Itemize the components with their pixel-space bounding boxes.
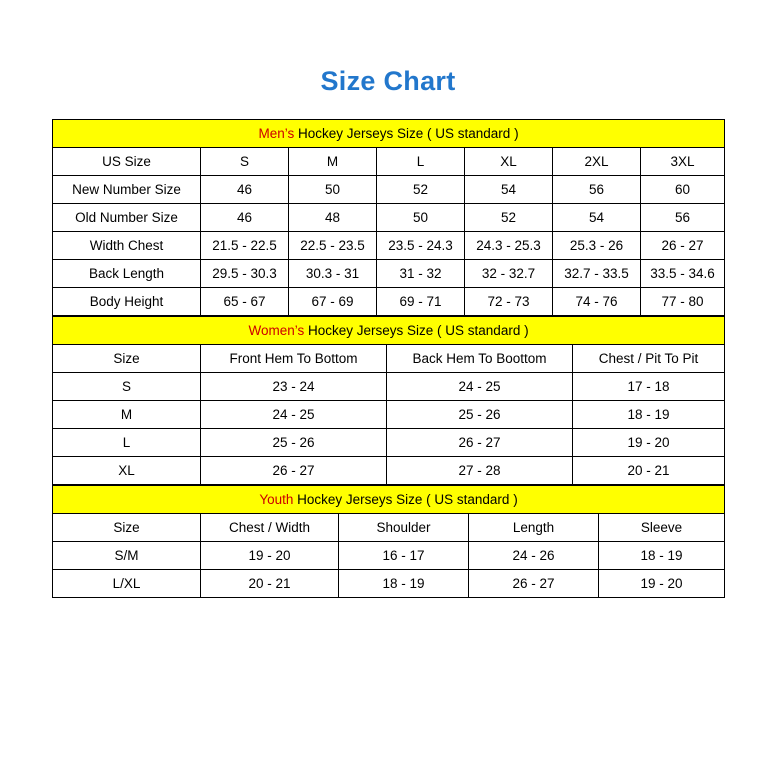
row-label: L [53,429,201,457]
size-chart-page [0,66,776,758]
column-header: Length [469,514,599,542]
table-cell: 32 - 32.7 [465,260,553,288]
womens-section-band [53,317,725,345]
column-header: Chest / Pit To Pit [573,345,725,373]
table-cell: 23 - 24 [201,373,387,401]
table-cell: 27 - 28 [387,457,573,485]
band-label [53,486,725,514]
table-cell: 17 - 18 [573,373,725,401]
table-cell: 18 - 19 [599,542,725,570]
band-rest-text: Hockey Jerseys Size ( US standard ) [294,126,519,141]
column-header: L [377,148,465,176]
table-cell: 31 - 32 [377,260,465,288]
row-label: Old Number Size [53,204,201,232]
table-cell: 19 - 20 [201,542,339,570]
size-chart-tables [52,119,724,598]
column-header: Size [53,514,201,542]
row-label: S/M [53,542,201,570]
table-cell: 18 - 19 [573,401,725,429]
row-label: S [53,373,201,401]
table-cell: 52 [465,204,553,232]
table-cell: 24 - 25 [387,373,573,401]
table-cell: 32.7 - 33.5 [553,260,641,288]
table-cell: 19 - 20 [573,429,725,457]
row-label: M [53,401,201,429]
row-label: L/XL [53,570,201,598]
table-cell: 20 - 21 [201,570,339,598]
table-cell: 46 [201,176,289,204]
column-header: Back Hem To Boottom [387,345,573,373]
table-cell: 48 [289,204,377,232]
mens-size-table [52,119,725,316]
youth-section-band [53,486,725,514]
row-label: Width Chest [53,232,201,260]
row-label: Back Length [53,260,201,288]
column-header: 3XL [641,148,725,176]
table-row [53,373,725,401]
table-cell: 56 [641,204,725,232]
table-cell: 22.5 - 23.5 [289,232,377,260]
table-cell: 60 [641,176,725,204]
table-row [53,401,725,429]
youth-size-table [52,485,725,598]
table-header-row [53,514,725,542]
band-highlight-text: Youth [259,492,294,507]
table-row [53,570,725,598]
column-header: Size [53,345,201,373]
table-cell: 26 - 27 [387,429,573,457]
column-header: XL [465,148,553,176]
table-cell: 52 [377,176,465,204]
table-cell: 72 - 73 [465,288,553,316]
mens-section-band [53,120,725,148]
column-header: Chest / Width [201,514,339,542]
table-cell: 16 - 17 [339,542,469,570]
table-row [53,176,725,204]
table-cell: 24.3 - 25.3 [465,232,553,260]
column-header: M [289,148,377,176]
table-cell: 54 [553,204,641,232]
table-cell: 21.5 - 22.5 [201,232,289,260]
table-cell: 67 - 69 [289,288,377,316]
table-cell: 33.5 - 34.6 [641,260,725,288]
table-cell: 26 - 27 [641,232,725,260]
table-cell: 54 [465,176,553,204]
womens-size-table [52,316,725,485]
row-label: Body Height [53,288,201,316]
row-label: New Number Size [53,176,201,204]
band-label [53,120,725,148]
page-title: Size Chart [320,66,456,96]
table-cell: 26 - 27 [469,570,599,598]
table-cell: 50 [377,204,465,232]
table-cell: 18 - 19 [339,570,469,598]
band-highlight-text: Women’s [248,323,305,338]
table-cell: 56 [553,176,641,204]
table-row [53,288,725,316]
table-cell: 25 - 26 [387,401,573,429]
table-row [53,542,725,570]
table-cell: 25.3 - 26 [553,232,641,260]
table-cell: 23.5 - 24.3 [377,232,465,260]
table-row [53,204,725,232]
table-cell: 74 - 76 [553,288,641,316]
table-cell: 20 - 21 [573,457,725,485]
column-header: Sleeve [599,514,725,542]
table-header-row [53,148,725,176]
table-cell: 29.5 - 30.3 [201,260,289,288]
table-row [53,232,725,260]
table-cell: 24 - 25 [201,401,387,429]
column-header: 2XL [553,148,641,176]
table-cell: 30.3 - 31 [289,260,377,288]
table-cell: 50 [289,176,377,204]
column-header: US Size [53,148,201,176]
column-header: S [201,148,289,176]
table-cell: 69 - 71 [377,288,465,316]
table-cell: 19 - 20 [599,570,725,598]
table-cell: 46 [201,204,289,232]
table-cell: 26 - 27 [201,457,387,485]
column-header: Front Hem To Bottom [201,345,387,373]
band-rest-text: Hockey Jerseys Size ( US standard ) [293,492,518,507]
column-header: Shoulder [339,514,469,542]
table-row [53,429,725,457]
table-cell: 25 - 26 [201,429,387,457]
table-header-row [53,345,725,373]
band-label [53,317,725,345]
table-row [53,457,725,485]
band-highlight-text: Men’s [258,126,295,141]
table-row [53,260,725,288]
table-cell: 77 - 80 [641,288,725,316]
table-cell: 24 - 26 [469,542,599,570]
table-cell: 65 - 67 [201,288,289,316]
band-rest-text: Hockey Jerseys Size ( US standard ) [304,323,529,338]
row-label: XL [53,457,201,485]
